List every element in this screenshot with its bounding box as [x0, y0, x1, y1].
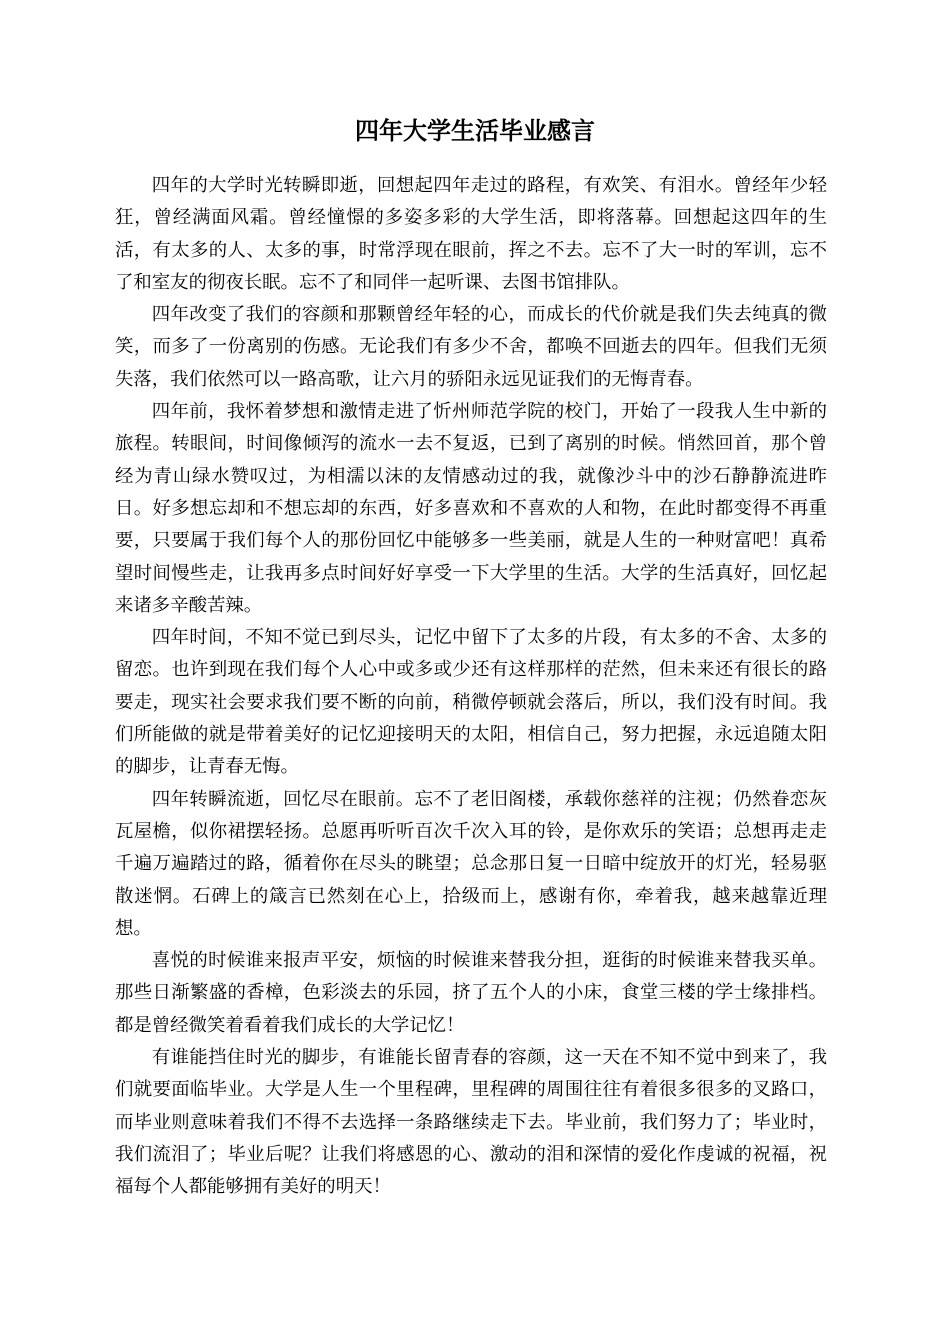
- paragraph-6: 喜悦的时候谁来报声平安，烦恼的时候谁来替我分担，逛街的时候谁来替我买单。那些日渐繁盛的香樟，色彩淡去的乐园，挤了五个人的小床，食堂三楼的学士缘排档。都是曾经微笑着看着我们成长的大学记忆！: [115, 950, 827, 1036]
- paragraph-2: 四年改变了我们的容颜和那颗曾经年轻的心，而成长的代价就是我们失去纯真的微笑，而多了一份离别的伤感。无论我们有多少不舍，都唤不回逝去的四年。但我们无须失落，我们依然可以一路高歌，让六月的骄阳永远见证我们的无悔青春。: [115, 304, 827, 390]
- document-body: [115, 170, 827, 1204]
- paragraph-7: 有谁能挡住时光的脚步，有谁能长留青春的容颜，这一天在不知不觉中到来了，我们就要面临毕业。大学是人生一个里程碑，里程碑的周围往往有着很多很多的叉路口，而毕业则意味着我们不得不去选择一条路继续走下去。毕业前，我们努力了；毕业时，我们流泪了；毕业后呢？让我们将感恩的心、激动的泪和深情的爱化作虔诚的祝福，祝福每个人都能够拥有美好的明天！: [115, 1047, 827, 1198]
- paragraph-1: 四年的大学时光转瞬即逝，回想起四年走过的路程，有欢笑、有泪水。曾经年少轻狂，曾经满面风霜。曾经憧憬的多姿多彩的大学生活，即将落幕。回想起这四年的生活，有太多的人、太多的事，时常浮现在眼前，挥之不去。忘不了大一时的军训，忘不了和室友的彻夜长眠。忘不了和同伴一起听课、去图书馆排队。: [115, 175, 827, 293]
- paragraph-3: 四年前，我怀着梦想和激情走进了忻州师范学院的校门，开始了一段我人生中新的旅程。转眼间，时间像倾泻的流水一去不复返，已到了离别的时候。悄然回首，那个曾经为青山绿水赞叹过，为相濡以沫的友情感动过的我，就像沙斗中的沙石静静流进昨日。好多想忘却和不想忘却的东西，好多喜欢和不喜欢的人和物，在此时都变得不再重要，只要属于我们每个人的那份回忆中能够多一些美丽，就是人生的一种财富吧！真希望时间慢些走，让我再多点时间好好享受一下大学里的生活。大学的生活真好，回忆起来诸多辛酸苦辣。: [115, 401, 827, 616]
- paragraph-4: 四年时间，不知不觉已到尽头，记忆中留下了太多的片段，有太多的不舍、太多的留恋。也许到现在我们每个人心中或多或少还有这样那样的茫然，但未来还有很长的路要走，现实社会要求我们要不断的向前，稍微停顿就会落后，所以，我们没有时间。我们所能做的就是带着美好的记忆迎接明天的太阳，相信自己，努力把握，永远追随太阳的脚步，让青春无悔。: [115, 627, 827, 778]
- paragraph-5: 四年转瞬流逝，回忆尽在眼前。忘不了老旧阁楼，承载你慈祥的注视；仍然眷恋灰瓦屋檐，似你裙摆轻扬。总愿再听听百次千次入耳的铃，是你欢乐的笑语；总想再走走千遍万遍踏过的路，循着你在尽头的眺望；总念那日复一日暗中绽放开的灯光，轻易驱散迷惘。石碑上的箴言已然刻在心上，拾级而上，感谢有你，牵着我，越来越靠近理想。: [115, 788, 827, 939]
- document-title: 四年大学生活毕业感言: [355, 117, 595, 145]
